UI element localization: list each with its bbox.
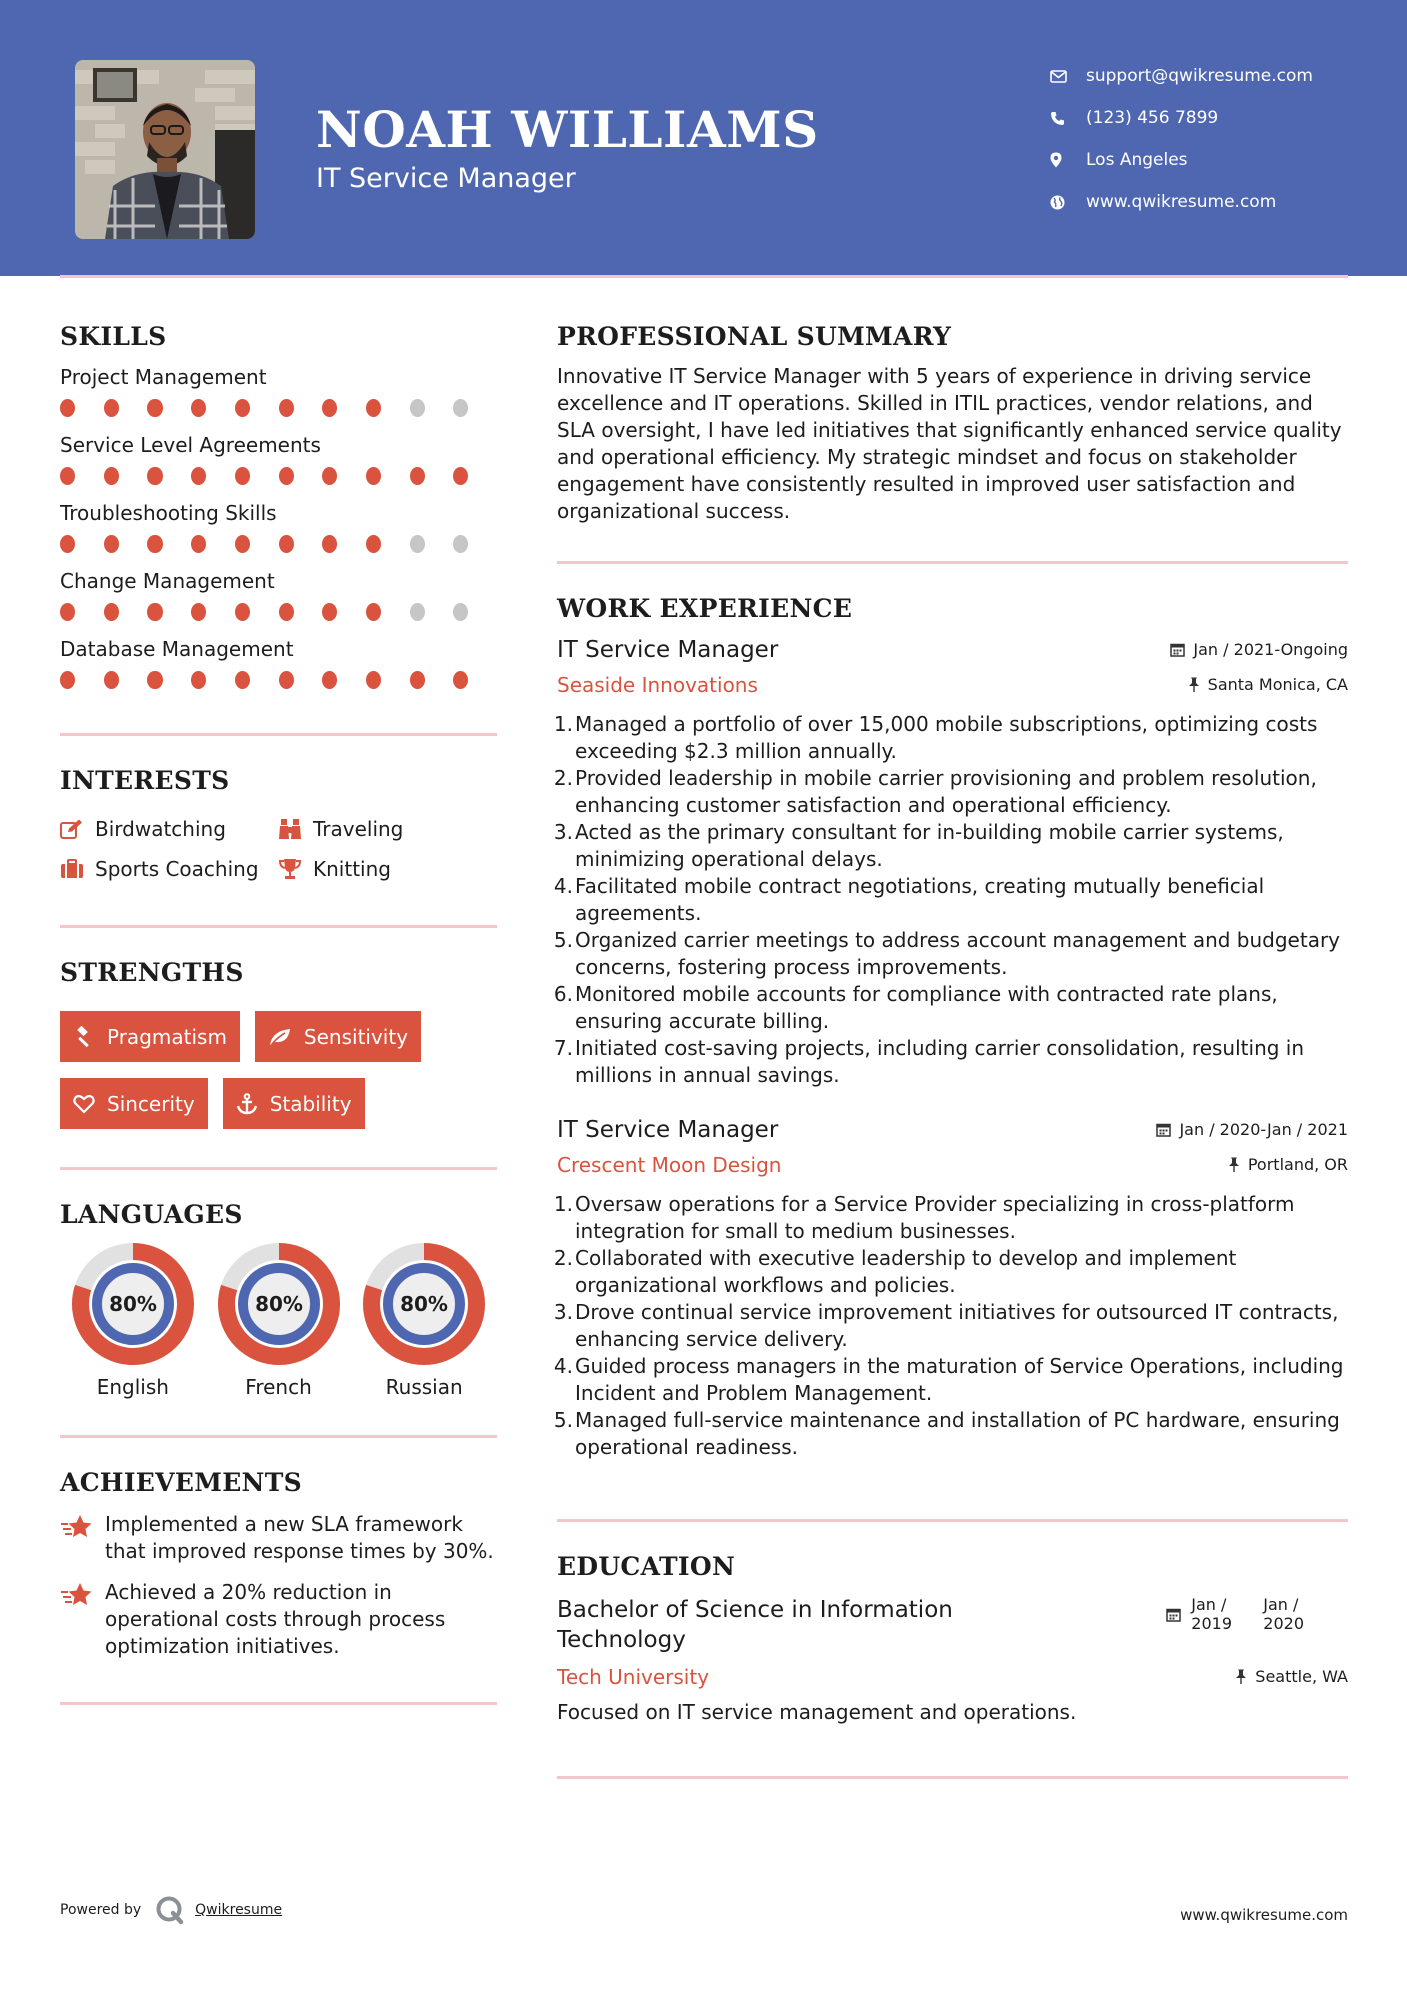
strengths-heading: STRENGTHS bbox=[60, 958, 244, 987]
school-name: Tech University bbox=[557, 1665, 710, 1689]
language-name: English bbox=[96, 1375, 169, 1399]
section-divider bbox=[60, 1435, 497, 1438]
contact-list bbox=[1050, 55, 1313, 223]
globe-icon bbox=[1050, 195, 1086, 210]
leaf-icon bbox=[268, 1027, 292, 1047]
job-bullet: 3. Drove continual service improvement initiatives for outsourced IT contracts, enhancing service delivery. bbox=[553, 1300, 1339, 1351]
achievements-section bbox=[60, 1468, 497, 1660]
powered-by-label: Powered by bbox=[60, 1902, 142, 1918]
skill-rating bbox=[60, 399, 497, 419]
heart-icon bbox=[73, 1094, 95, 1114]
job-header bbox=[557, 1117, 1348, 1143]
rating-dot bbox=[410, 467, 425, 485]
skill-item bbox=[60, 433, 497, 487]
languages-list bbox=[60, 1243, 497, 1399]
interest-label: Birdwatching bbox=[95, 817, 226, 841]
rating-dot bbox=[322, 467, 337, 485]
language-gauge bbox=[363, 1243, 485, 1365]
skill-rating bbox=[60, 535, 497, 555]
job-location bbox=[1188, 675, 1348, 694]
rating-dot bbox=[453, 467, 468, 485]
rating-dot bbox=[453, 671, 468, 689]
interest-item bbox=[278, 857, 478, 881]
language-item bbox=[206, 1243, 352, 1399]
job-subheader bbox=[557, 1153, 1348, 1177]
section-divider bbox=[557, 1776, 1348, 1779]
rating-dot bbox=[453, 603, 468, 621]
language-item bbox=[60, 1243, 206, 1399]
rating-dot bbox=[60, 603, 75, 621]
rating-dot bbox=[410, 603, 425, 621]
rating-dot bbox=[453, 399, 468, 417]
calendar-icon bbox=[1170, 642, 1185, 657]
rating-dot bbox=[147, 671, 162, 689]
contact-phone[interactable] bbox=[1050, 97, 1313, 139]
contact-email[interactable] bbox=[1050, 55, 1313, 97]
rating-dot bbox=[191, 535, 206, 553]
interests-section bbox=[60, 766, 497, 881]
footer-url[interactable]: www.qwikresume.com bbox=[1180, 1906, 1348, 1924]
rating-dot bbox=[410, 671, 425, 689]
skill-name: Troubleshooting Skills bbox=[60, 501, 277, 525]
strength-tag bbox=[255, 1011, 421, 1062]
interest-item bbox=[60, 857, 278, 881]
skill-name: Database Management bbox=[60, 637, 294, 661]
skills-section bbox=[60, 322, 497, 691]
contact-location-text: Los Angeles bbox=[1086, 150, 1188, 170]
rating-dot bbox=[191, 467, 206, 485]
company-name: Crescent Moon Design bbox=[557, 1153, 782, 1177]
job-location bbox=[1228, 1155, 1348, 1174]
summary-text: Innovative IT Service Manager with 5 years of experience in driving service excellence and IT operations. Skilled in ITIL practices, vendor relations, and SLA oversight, I have led initiatives that significantly enhanced service quality and operational efficiency. My strategic mindset and focus on stakeholder engagement have consistently resulted in improved user satisfaction and organizational success. bbox=[557, 364, 1342, 523]
rating-dot bbox=[366, 603, 381, 621]
interests-list bbox=[60, 817, 497, 881]
education-description: Focused on IT service management and operations. bbox=[557, 1700, 1077, 1724]
language-percent: 80% bbox=[254, 1292, 303, 1316]
interest-item bbox=[278, 817, 478, 841]
star-icon bbox=[60, 1511, 105, 1565]
strengths-section bbox=[60, 958, 497, 1129]
gavel-icon bbox=[73, 1026, 95, 1048]
achievement-text: Achieved a 20% reduction in operational costs through process optimization initiatives. bbox=[105, 1580, 446, 1658]
rating-dot bbox=[60, 535, 75, 553]
skill-item bbox=[60, 569, 497, 623]
achievement-item bbox=[60, 1579, 497, 1660]
job-bullet: 4. Guided process managers in the maturation of Service Operations, including Incident and Problem Management. bbox=[553, 1354, 1344, 1405]
rating-dot bbox=[410, 399, 425, 417]
rating-dot bbox=[235, 535, 250, 553]
rating-dot bbox=[60, 467, 75, 485]
language-percent: 80% bbox=[108, 1292, 157, 1316]
job-location-text: Santa Monica, CA bbox=[1207, 675, 1348, 694]
briefcase-icon bbox=[60, 859, 95, 879]
resume-header bbox=[0, 0, 1407, 276]
summary-heading: PROFESSIONAL SUMMARY bbox=[557, 322, 952, 351]
school-location-text: Seattle, WA bbox=[1255, 1667, 1348, 1686]
skill-name: Service Level Agreements bbox=[60, 433, 321, 457]
rating-dot bbox=[147, 467, 162, 485]
achievement-item bbox=[60, 1511, 497, 1565]
pushpin-icon bbox=[1235, 1669, 1247, 1684]
job-bullet: 5. Organized carrier meetings to address account management and budgetary concerns, fostering process improvements. bbox=[553, 928, 1341, 979]
qwikresume-link[interactable]: Qwikresume bbox=[195, 1902, 283, 1918]
skill-rating bbox=[60, 603, 497, 623]
job-location-text: Portland, OR bbox=[1247, 1155, 1348, 1174]
envelope-icon bbox=[1050, 70, 1086, 83]
interest-label: Sports Coaching bbox=[95, 857, 259, 881]
section-divider bbox=[60, 1167, 497, 1170]
rating-dot bbox=[279, 603, 294, 621]
qwikresume-logo-icon bbox=[155, 1895, 185, 1925]
left-column bbox=[60, 322, 497, 1705]
rating-dot bbox=[104, 671, 119, 689]
rating-dot bbox=[147, 399, 162, 417]
rating-dot bbox=[366, 467, 381, 485]
trophy-icon bbox=[278, 858, 313, 880]
skill-item bbox=[60, 501, 497, 555]
language-gauge bbox=[72, 1243, 194, 1365]
skill-item bbox=[60, 637, 497, 691]
job-bullet: 4. Facilitated mobile contract negotiations, creating mutually beneficial agreements. bbox=[553, 874, 1265, 925]
strength-tag bbox=[60, 1011, 240, 1062]
end-month: Jan / bbox=[1263, 1595, 1299, 1614]
job-bullet: 3. Acted as the primary consultant for in-building mobile carrier systems, minimizing operational delays. bbox=[553, 820, 1284, 871]
strength-label: Sensitivity bbox=[303, 1024, 409, 1049]
section-divider bbox=[557, 1519, 1348, 1522]
job-title: IT Service Manager bbox=[557, 637, 779, 663]
job-date-text: Jan / 2021-Ongoing bbox=[1193, 640, 1348, 659]
language-item bbox=[351, 1243, 497, 1399]
rating-dot bbox=[410, 535, 425, 553]
pushpin-icon bbox=[1228, 1157, 1240, 1172]
binoculars-icon bbox=[278, 818, 313, 840]
interest-label: Traveling bbox=[313, 817, 404, 841]
degree-name: Bachelor of Science in Information Technology bbox=[557, 1597, 953, 1653]
start-year: 2019 bbox=[1191, 1614, 1232, 1633]
job-bullet: 1. Managed a portfolio of over 15,000 mobile subscriptions, optimizing costs exceeding $2.3 million annually. bbox=[553, 712, 1318, 763]
rating-dot bbox=[191, 399, 206, 417]
company-name: Seaside Innovations bbox=[557, 673, 758, 697]
job-entry bbox=[553, 637, 1348, 1089]
language-name: Russian bbox=[385, 1375, 463, 1399]
job-bullet: 7. Initiated cost-saving projects, including carrier consolidation, resulting in millions in annual savings. bbox=[553, 1036, 1305, 1087]
job-bullet: 5. Managed full-service maintenance and installation of PC hardware, ensuring operational readiness. bbox=[553, 1408, 1340, 1459]
skill-rating bbox=[60, 671, 497, 691]
education-end bbox=[1263, 1595, 1304, 1633]
job-bullet: 2. Provided leadership in mobile carrier provisioning and problem resolution, enhancing customer satisfaction and operational efficiency. bbox=[553, 766, 1317, 817]
rating-dot bbox=[104, 535, 119, 553]
summary-section bbox=[557, 322, 1348, 525]
footer-branding bbox=[60, 1895, 282, 1925]
work-heading: WORK EXPERIENCE bbox=[557, 594, 853, 623]
job-date bbox=[1170, 640, 1348, 659]
skill-name: Change Management bbox=[60, 569, 275, 593]
end-year: 2020 bbox=[1263, 1614, 1304, 1633]
start-month: Jan / bbox=[1191, 1595, 1227, 1614]
pushpin-icon bbox=[1188, 677, 1200, 692]
interests-heading: INTERESTS bbox=[60, 766, 230, 795]
section-divider bbox=[60, 733, 497, 736]
calendar-icon bbox=[1156, 1122, 1171, 1137]
languages-section bbox=[60, 1200, 497, 1399]
rating-dot bbox=[235, 603, 250, 621]
strength-label: Sincerity bbox=[107, 1091, 195, 1116]
rating-dot bbox=[279, 467, 294, 485]
language-gauge bbox=[218, 1243, 340, 1365]
languages-heading: LANGUAGES bbox=[60, 1200, 243, 1229]
education-dates bbox=[1166, 1595, 1348, 1655]
star-icon bbox=[60, 1579, 105, 1660]
job-bullet: 1. Oversaw operations for a Service Provider specializing in cross-platform integration for small to medium businesses. bbox=[553, 1192, 1295, 1243]
rating-dot bbox=[366, 535, 381, 553]
rating-dot bbox=[235, 399, 250, 417]
rating-dot bbox=[453, 535, 468, 553]
language-name: French bbox=[245, 1375, 312, 1399]
rating-dot bbox=[235, 467, 250, 485]
achievements-heading: ACHIEVEMENTS bbox=[60, 1468, 302, 1497]
skills-heading: SKILLS bbox=[60, 322, 167, 351]
skill-name: Project Management bbox=[60, 365, 267, 389]
phone-icon bbox=[1050, 111, 1086, 126]
achievement-text: Implemented a new SLA framework that improved response times by 30%. bbox=[105, 1512, 494, 1563]
contact-location bbox=[1050, 139, 1313, 181]
job-title: IT Service Manager bbox=[557, 1117, 779, 1143]
contact-email-text: support@qwikresume.com bbox=[1086, 66, 1313, 86]
education-start bbox=[1191, 1595, 1263, 1633]
rating-dot bbox=[322, 603, 337, 621]
job-bullets bbox=[553, 711, 1348, 1089]
job-header bbox=[557, 637, 1348, 663]
job-date-text: Jan / 2020-Jan / 2021 bbox=[1179, 1120, 1348, 1139]
map-pin-icon bbox=[1050, 152, 1086, 168]
section-divider bbox=[60, 925, 497, 928]
job-subheader bbox=[557, 673, 1348, 697]
section-divider bbox=[60, 1702, 497, 1705]
job-bullet: 2. Collaborated with executive leadership to develop and implement organizational workflows and policies. bbox=[553, 1246, 1237, 1297]
job-bullets bbox=[553, 1191, 1348, 1461]
strength-label: Pragmatism bbox=[107, 1024, 227, 1049]
job-bullet: 6. Monitored mobile accounts for compliance with contracted rate plans, ensuring accurate billing. bbox=[553, 982, 1278, 1033]
rating-dot bbox=[104, 603, 119, 621]
rating-dot bbox=[147, 535, 162, 553]
education-subheader bbox=[557, 1665, 1348, 1689]
contact-phone-text: (123) 456 7899 bbox=[1086, 108, 1219, 128]
rating-dot bbox=[60, 671, 75, 689]
contact-website[interactable] bbox=[1050, 181, 1313, 223]
rating-dot bbox=[322, 535, 337, 553]
rating-dot bbox=[279, 535, 294, 553]
rating-dot bbox=[279, 399, 294, 417]
calendar-icon bbox=[1166, 1607, 1181, 1626]
anchor-icon bbox=[236, 1093, 258, 1115]
rating-dot bbox=[60, 399, 75, 417]
candidate-title: IT Service Manager bbox=[316, 163, 576, 194]
rating-dot bbox=[191, 671, 206, 689]
rating-dot bbox=[366, 399, 381, 417]
strengths-list bbox=[60, 1011, 497, 1129]
interest-item bbox=[60, 817, 278, 841]
skill-rating bbox=[60, 467, 497, 487]
rating-dot bbox=[366, 671, 381, 689]
rating-dot bbox=[322, 399, 337, 417]
job-date bbox=[1156, 1120, 1348, 1139]
strength-label: Stability bbox=[269, 1091, 352, 1116]
strength-tag bbox=[60, 1078, 208, 1129]
education-section bbox=[557, 1552, 1348, 1726]
rating-dot bbox=[235, 671, 250, 689]
rating-dot bbox=[104, 399, 119, 417]
rating-dot bbox=[279, 671, 294, 689]
rating-dot bbox=[322, 671, 337, 689]
rating-dot bbox=[147, 603, 162, 621]
candidate-name: NOAH WILLIAMS bbox=[316, 100, 819, 159]
profile-photo bbox=[75, 60, 255, 239]
section-divider bbox=[557, 561, 1348, 564]
interest-label: Knitting bbox=[313, 857, 391, 881]
rating-dot bbox=[104, 467, 119, 485]
education-heading: EDUCATION bbox=[557, 1552, 736, 1581]
header-divider bbox=[60, 275, 1348, 278]
school-location bbox=[1235, 1667, 1348, 1686]
skill-item bbox=[60, 365, 497, 419]
work-experience-section bbox=[553, 594, 1348, 1461]
strength-tag bbox=[223, 1078, 365, 1129]
right-column bbox=[553, 322, 1348, 1779]
language-percent: 80% bbox=[400, 1292, 449, 1316]
skills-list bbox=[60, 365, 497, 691]
education-header bbox=[557, 1595, 1348, 1655]
contact-website-text: www.qwikresume.com bbox=[1086, 192, 1277, 212]
rating-dot bbox=[191, 603, 206, 621]
job-entry bbox=[553, 1117, 1348, 1461]
pencil-square-icon bbox=[60, 819, 95, 839]
